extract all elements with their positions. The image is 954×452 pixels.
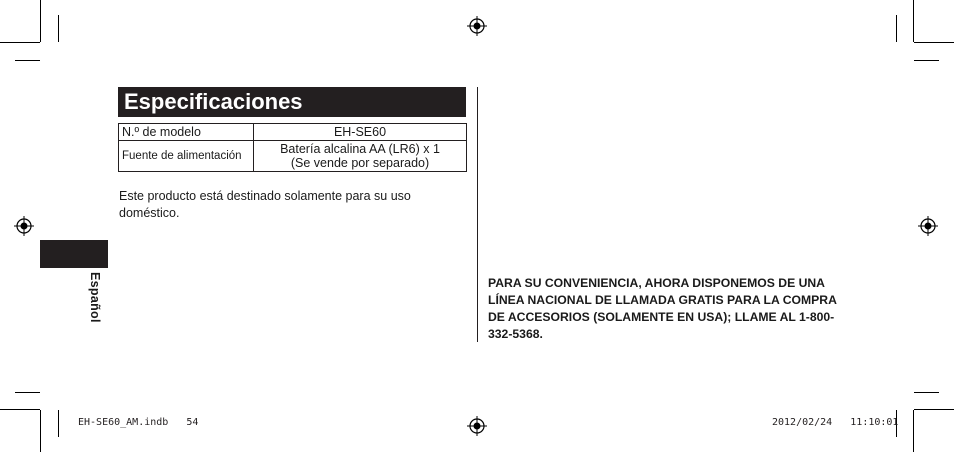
crop-mark: [0, 409, 40, 410]
registration-mark-icon: [467, 416, 487, 436]
section-title: Especificaciones: [118, 87, 466, 117]
registration-mark-icon: [467, 16, 487, 36]
crop-mark: [40, 0, 41, 42]
table-row: [119, 141, 467, 172]
crop-mark: [913, 0, 914, 42]
registration-mark-icon: [918, 216, 938, 236]
usage-note: Este producto está destinado solamente para su uso doméstico.: [119, 189, 411, 220]
spec-value-line: EH-SE60: [333, 125, 387, 139]
crop-mark: [913, 410, 914, 452]
language-label: Español: [88, 272, 102, 323]
crop-mark: [914, 42, 954, 43]
language-tab: [40, 240, 108, 268]
crop-mark: [896, 15, 897, 42]
slug-time: 11:10:01: [850, 417, 899, 428]
slug-timestamp: [772, 417, 898, 428]
crop-mark: [40, 410, 41, 452]
crop-mark: [914, 60, 939, 61]
spec-label: N.º de modelo: [119, 124, 254, 141]
slug-date: 2012/02/24: [772, 417, 833, 428]
spec-label: Fuente de alimentación: [119, 141, 254, 172]
slug-file: [78, 417, 198, 428]
column-divider: [477, 87, 478, 342]
spec-table: [118, 123, 467, 172]
crop-mark: [15, 60, 40, 61]
crop-mark: [58, 15, 59, 42]
spec-value: [254, 141, 467, 172]
slug-filename: EH-SE60_AM.indb: [78, 417, 169, 428]
registration-mark-icon: [14, 216, 34, 236]
spec-value-line: Batería alcalina AA (LR6) x 1: [280, 142, 440, 156]
promo-notice: PARA SU CONVENIENCIA, AHORA DISPONEMOS DE UNA LÍNEA NACIONAL DE LLAMADA GRATIS PARA LA COMPRA DE ACCESORIOS (SOLAMENTE EN USA); LLAME AL 1-800-332-5368.: [488, 276, 837, 341]
crop-mark: [914, 392, 939, 393]
crop-mark: [15, 392, 40, 393]
crop-mark: [914, 409, 954, 410]
crop-mark: [0, 42, 40, 43]
spec-value: [254, 124, 467, 141]
slug-page: 54: [186, 417, 199, 428]
spec-value-line: (Se vende por separado): [290, 156, 430, 170]
crop-mark: [58, 410, 59, 437]
table-row: [119, 124, 467, 141]
